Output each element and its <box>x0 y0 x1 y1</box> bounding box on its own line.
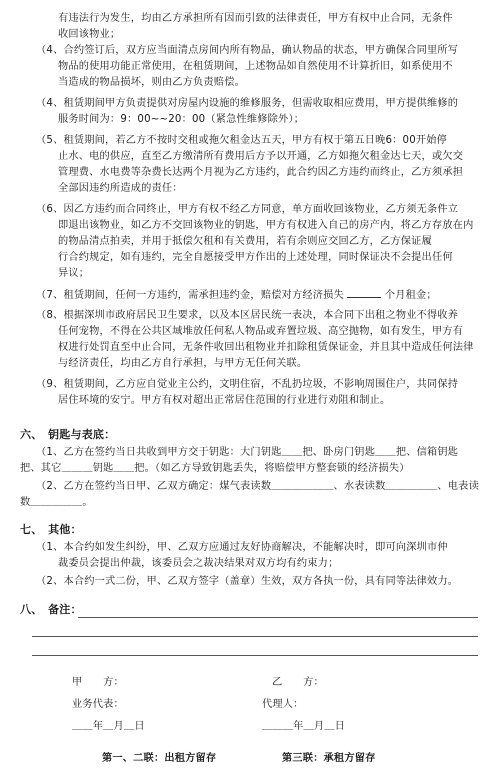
clause-6-line-4: 行合约规定，如有违约，完全自愿接受甲方作出的上述处理，同时保证决不会提出任何 <box>58 252 453 263</box>
section-6-item-2-line-2: 数＿＿＿＿＿。 <box>20 497 93 508</box>
remarks-line-2[interactable] <box>32 636 478 637</box>
clause-7-text-a: （7、租赁期间，任何一方违约，需承担违约金，赔偿对方经济损失 <box>36 290 344 301</box>
clause-6-line-1: （6、因乙方违约而合同终止，甲方有权不经乙方同意，单方面收回该物业，乙方须无条件立 <box>36 204 459 215</box>
clause-4b-line-2: 服务时间为：9：00~~20：00（紧急性维修除外）； <box>58 114 305 125</box>
clause-4b-line-1: （4、租赁期间甲方负责提供对房屋内设施的维修服务，但需收取相应费用，甲方提供维修的 <box>36 98 459 109</box>
clause-4-line-1: （4、合约签订后，双方应当面清点房间内所有物品，确认物品的状态，甲方确保合同里所写 <box>36 45 459 56</box>
clause-7-text-b: 个月租金； <box>384 290 437 301</box>
clause-8-line-4: 与经济责任，均由乙方自行承担，与甲方无任何关联。 <box>58 358 308 369</box>
section-7-heading: 七、 其他： <box>20 523 82 536</box>
clause-5-line-1: （5、租赁期间，若乙方不按时交租或拖欠租金达五天，甲方有权于第五日晚6：00开始停 <box>36 135 448 146</box>
section-6-item-1-line-1: （1、乙方在签约当日共收到甲方交于钥匙：大门钥匙＿＿把、卧房门钥匙＿＿把、信箱钥匙 <box>36 447 459 458</box>
remarks-line-3[interactable] <box>32 655 478 656</box>
clause-6-line-5: 异议； <box>58 268 90 279</box>
remarks-line-1[interactable] <box>78 617 478 618</box>
party-a-label: 甲 方： <box>72 677 124 688</box>
section-8-heading: 八、 备注： <box>20 603 82 616</box>
clause-6-line-3: 的物品清点拍卖，并用于抵偿欠租和有关费用，若有余则应交回乙方，乙方保证履 <box>58 236 432 247</box>
footer-lessee-copy: 第三联：承租方留存 <box>282 753 376 764</box>
section-7-item-1-line-2: 裁委员会提出仲裁，该委员会之裁决结果对双方均有约束力； <box>58 558 339 569</box>
section-7-item-2-line-1: （2、本合约一式二份，甲、乙双方签字（盖章）生效，双方各执一份，具有同等法律效力。 <box>36 576 459 587</box>
agent-label: 业务代表： <box>72 699 124 710</box>
clause-5-line-4: 全部因违约所造成的责任： <box>58 183 183 194</box>
clause-8-line-1: （8、根据深圳市政府居民卫生要求，以及本区居民统一表决，本合同下出租之物业不得收养 <box>36 310 459 321</box>
section-7-item-1-line-1: （1、本合约如发生纠纷，甲、乙双方应通过友好协商解决，不能解决时，即可向深圳市仲 <box>36 542 448 553</box>
representative-label: 代理人： <box>262 699 304 710</box>
section-6-heading: 六、 钥匙与表底： <box>20 428 116 441</box>
clause-9-line-2: 居住环境的安宁。甲方有权对超出正常居住范围的行业进行劝阻和制止。 <box>58 395 391 406</box>
date-left: ＿＿年＿月＿日 <box>72 721 145 732</box>
date-right: ＿＿＿年＿月＿日 <box>262 721 346 732</box>
clause-8-line-2: 任何宠物，不得在公共区域堆放任何私人物品或弃置垃圾、高空抛物，如有发生，甲方有 <box>58 326 464 337</box>
clause-4-line-2: 物品的使用功能正常使用，在租赁期间，上述物品如自然使用不计算折旧，如系使用不 <box>58 61 453 72</box>
section-6-item-1-line-2: 把、其它＿＿＿钥匙＿＿把。（如乙方导致钥匙丢失，将赔偿甲方整套锁的经济损失） <box>20 463 410 474</box>
clause-3-tail-line-2: 收回该物业； <box>58 29 121 40</box>
clause-5-line-2: 止水、电的供应，直至乙方缴清所有费用后方予以开通，乙方如拖欠租金达七天，或欠交 <box>58 151 464 162</box>
clause-6-line-2: 即退出该物业，如乙方不交回该物业的钥匙，甲方有权进入自己的房产内，将乙方存放在内 <box>58 220 474 231</box>
penalty-months-blank[interactable] <box>347 288 381 298</box>
clause-5-line-3: 管理费、水电费等杂费长达两个月视为乙方违约，此合约因乙方违约而终止，乙方须承担 <box>58 167 464 178</box>
clause-3-tail-line-1: 有违法行为发生，均由乙方承担所有因而引致的法律责任，甲方有权中止合同，无条件 <box>58 13 453 24</box>
clause-4-line-3: 当造成的物品损坏，则由乙方负责赔偿。 <box>58 77 245 88</box>
clause-9-line-1: （9、租赁期间，乙方应自觉业主公约，文明住宿，不乱扔垃圾，不影响周围住户，共同保持 <box>36 379 459 390</box>
footer-lessor-copy: 第一、二联：出租方留存 <box>102 753 217 764</box>
section-6-item-2-line-1: （2、乙方在签约当日甲、乙双方确定：煤气表读数＿＿＿＿＿＿、水表读数＿＿＿＿＿、电表读 <box>36 481 479 492</box>
party-b-label: 乙 方： <box>272 677 324 688</box>
clause-8-line-3: 权进行处罚直至中止合同，无条件收回出租物业并扣除租赁保证金，并且其中造成任何法律 <box>58 342 474 353</box>
clause-7-line-1 <box>36 288 437 303</box>
